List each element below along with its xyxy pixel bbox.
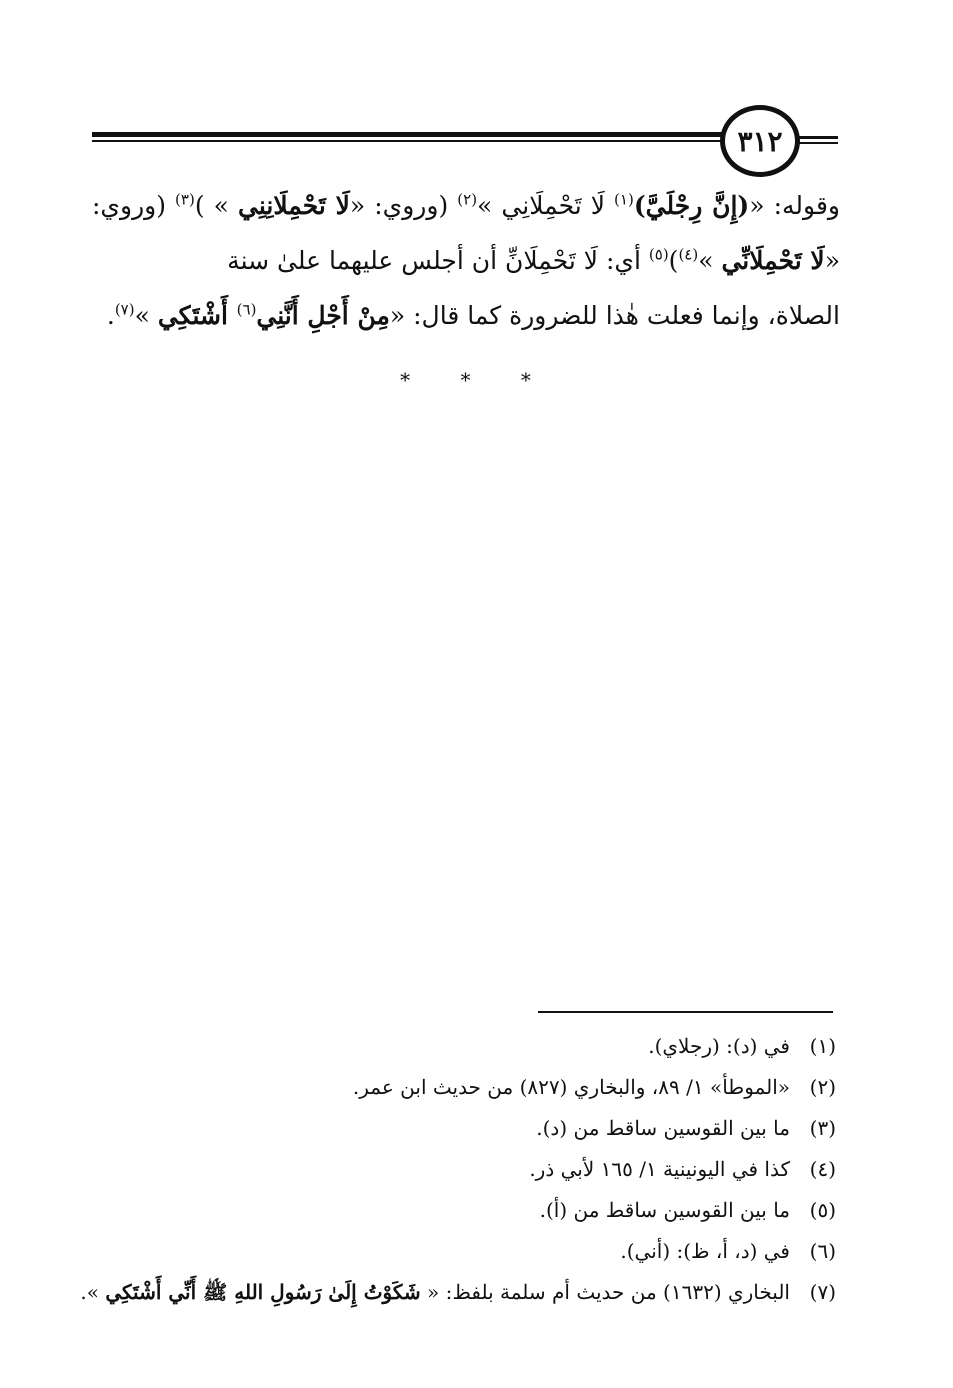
body-text: لَا تَحْمِلَانِي » [477,191,615,220]
footnotes [80,1026,836,1313]
footnote [120,1190,836,1231]
footnote-number: (٧) [809,1280,836,1304]
quote: مِنْ أَجْلِ أَنَّنِي [256,301,390,330]
footnote [120,1108,836,1149]
footnote-text: ما بين القوسين ساقط من (أ). [539,1198,790,1222]
section-separator: * * * [400,368,553,392]
header-rule-right-lower [795,142,838,144]
hadith-quote: شَكَوْتُ إِلَىٰ رَسُولِ اللهِ ﷺ أَنِّي أَشْتَكِي [105,1280,421,1304]
footnote-number: (١) [809,1034,836,1058]
footnote-ref[interactable]: (٧) [114,300,135,319]
body-text: » [134,301,158,330]
body-text: (وروي: « [92,191,840,275]
footnote [80,1272,836,1313]
quote: أَشْتَكِي [157,301,237,330]
footnote-number: (٥) [809,1198,836,1222]
footnote-text-part: ». [80,1280,106,1304]
footnote-ref[interactable]: (٢) [457,190,478,209]
header-rule-right [795,136,838,139]
footnote-ref[interactable]: (٤) [678,245,699,264]
footnote-text-part: البخاري (١٦٣٢) من حديث أم سلمة بلفظ: « [420,1280,790,1304]
footnote-divider [538,1011,833,1013]
footnote-ref[interactable]: (٥) [648,245,669,264]
body-text: » [698,246,722,275]
footnote-ref[interactable]: (٣) [175,190,195,209]
body-text: (وروي: « [349,191,458,220]
footnote-text: ما بين القوسين ساقط من (د). [536,1116,790,1140]
footnote-number: (٣) [809,1116,836,1140]
footnote [120,1026,836,1067]
body-text: ) [668,246,679,275]
quote: لَا تَحْمِلَانِنِي [237,191,350,220]
body-text: » ) [194,191,238,220]
body-text: . [106,301,115,330]
quote: لَا تَحْمِلَانِّي [721,246,825,275]
body-text: الصلاة، وإنما فعلت هٰذا للضرورة كما قال: « [389,301,840,330]
page-number-badge [720,105,800,177]
footnote-text: كذا في اليونينية ١/ ١٦٥ لأبي ذر. [529,1157,790,1181]
body-text: وقوله: « [749,191,840,220]
footnote-number: (٤) [809,1157,836,1181]
footnote [120,1231,836,1272]
footnote [120,1149,836,1190]
footnote-text [80,1272,790,1313]
body-text: أي: لَا تَحْمِلَانِّ أن أجلس عليهما علىٰ سنة [227,246,649,275]
quote: (إِنَّ رِجْلَيَّ) [633,191,750,220]
footnote-ref[interactable]: (١) [614,190,634,209]
footnote-number: (٦) [809,1239,836,1263]
body-paragraph [92,178,840,343]
footnote-text: «الموطأ» ١/ ٨٩، والبخاري (٨٢٧) من حديث ابن عمر. [352,1075,790,1099]
header-rule-left [92,132,724,137]
footnote-number: (٢) [809,1075,836,1099]
header-rule-left-lower [92,140,724,142]
page-number: ٣١٢ [737,124,783,158]
footnote-ref[interactable]: (٦) [236,300,257,319]
footnote-text: في (د): (رجلاي). [648,1034,790,1058]
footnote [120,1067,836,1108]
footnote-text: في (د، أ، ظ): (أني). [620,1239,790,1263]
